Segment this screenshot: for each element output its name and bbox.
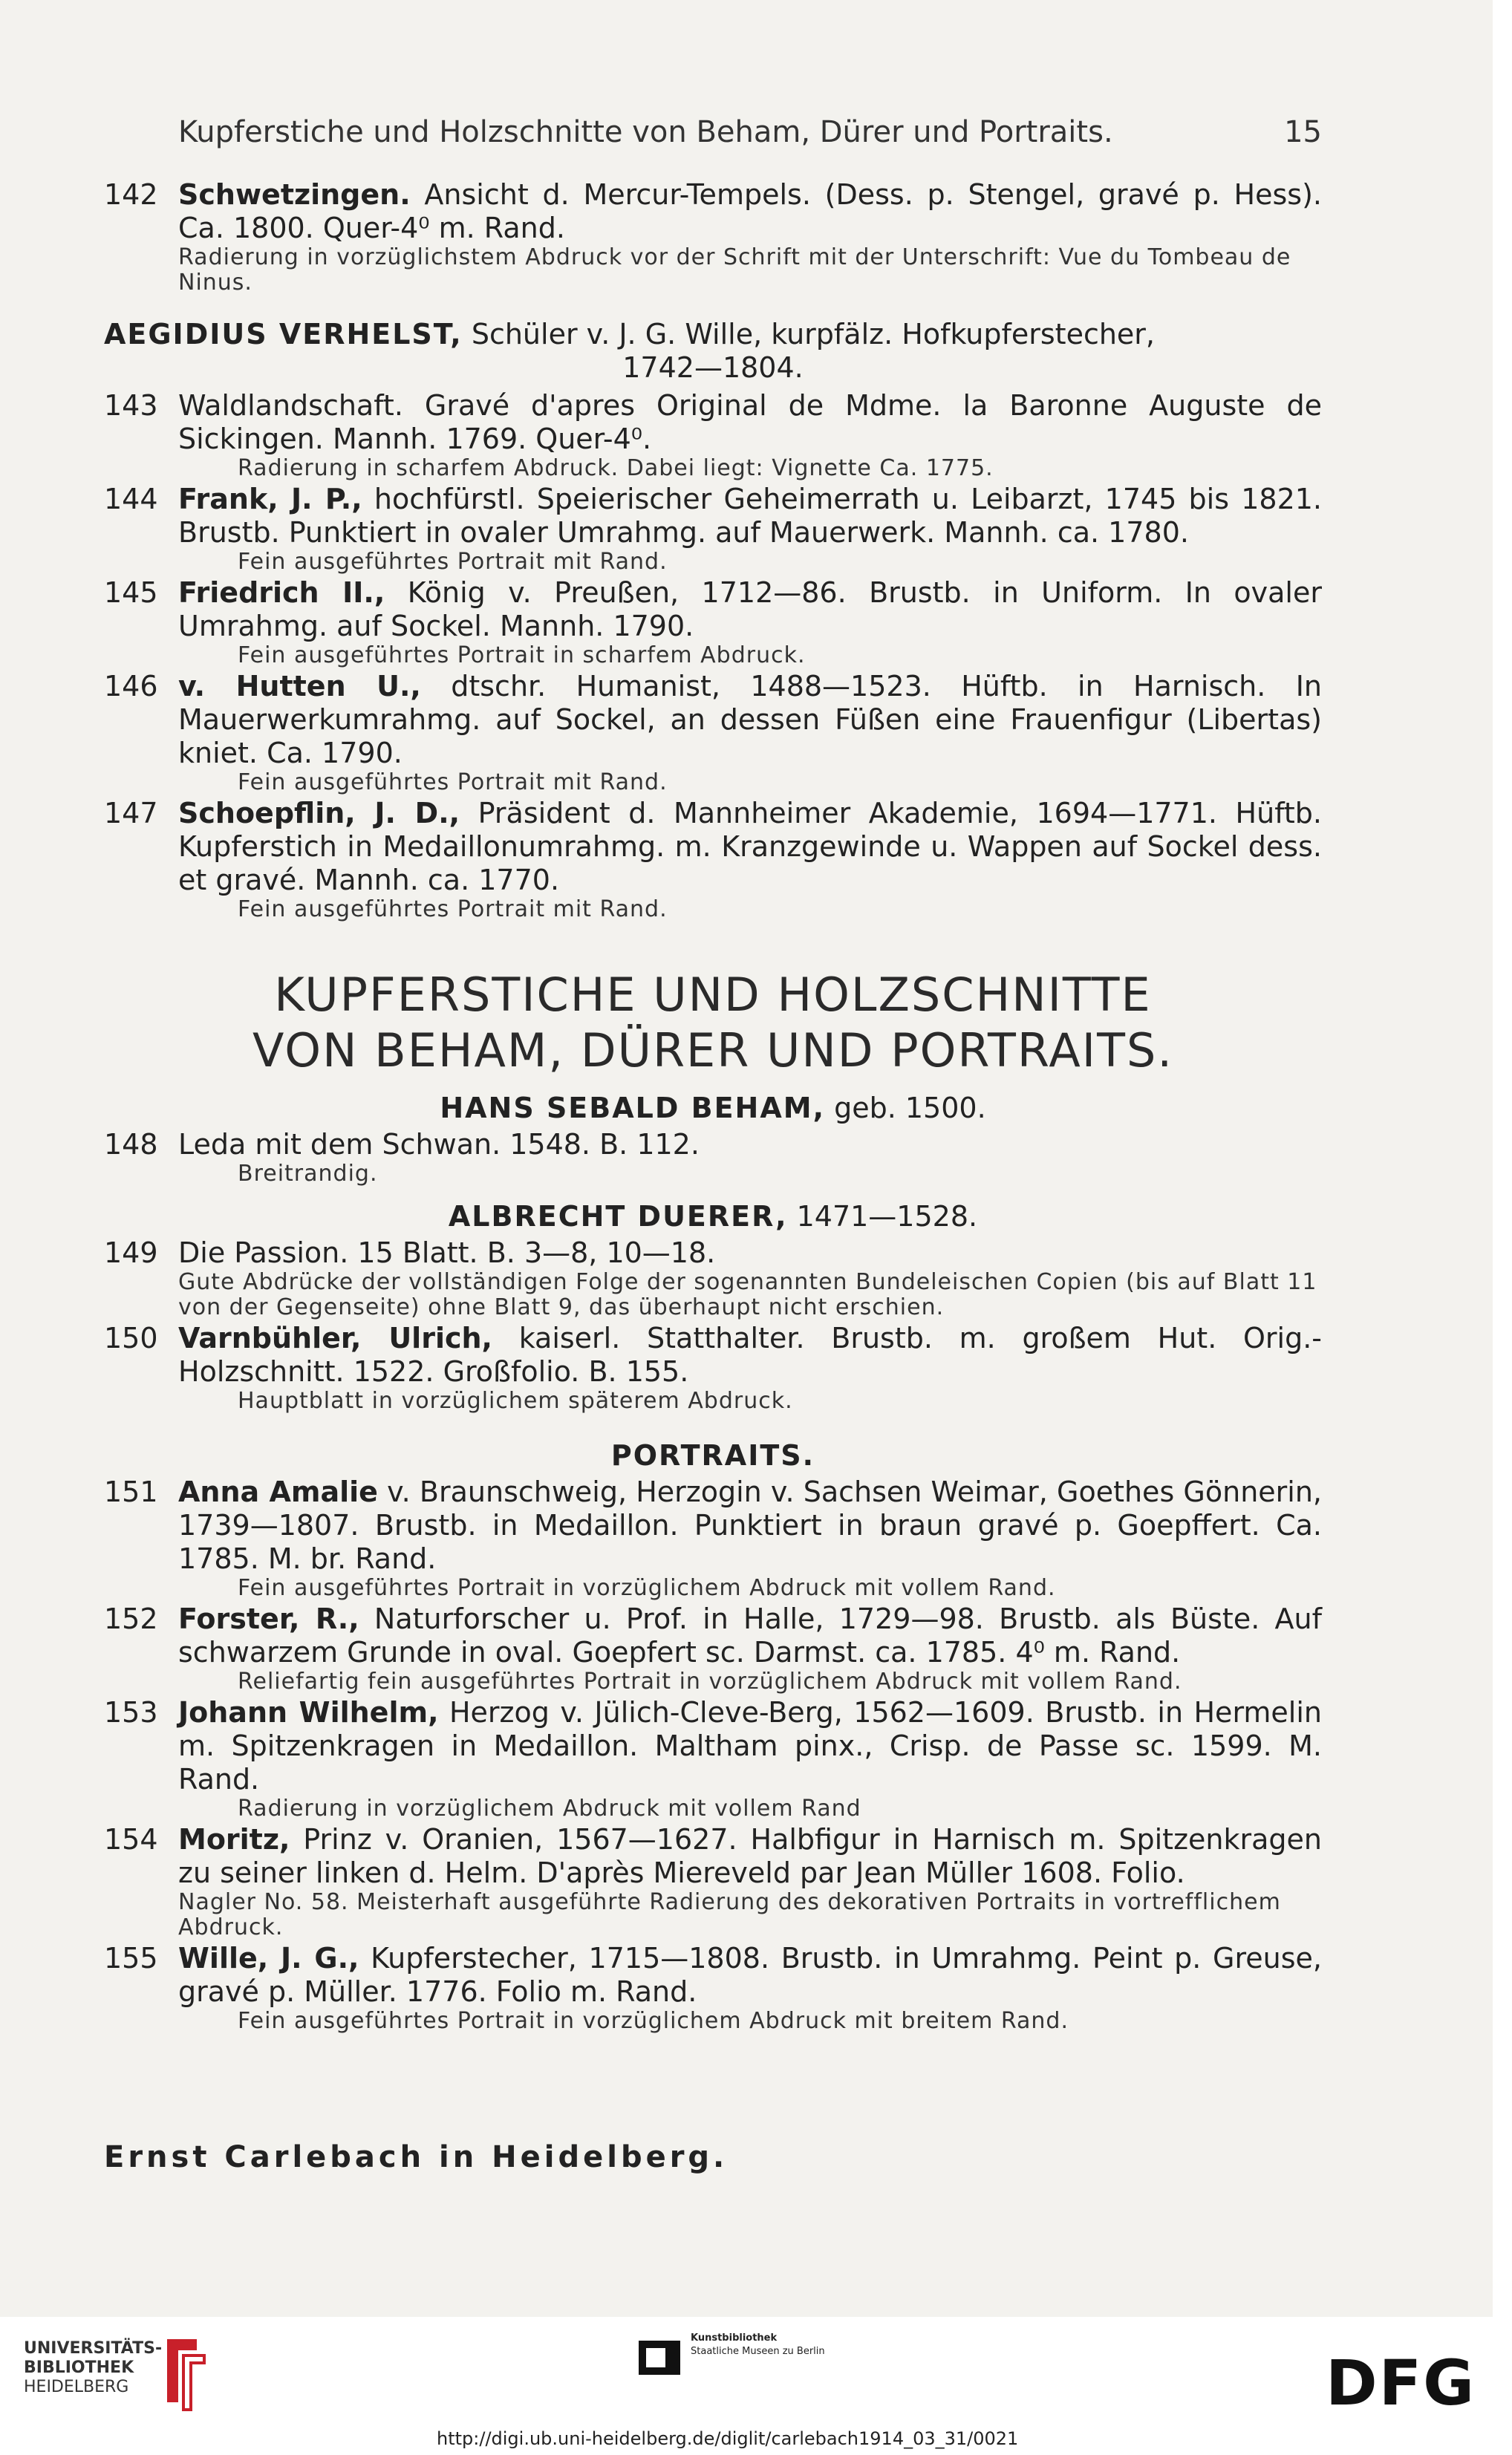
artist-heading-beham (104, 1092, 1322, 1125)
entry-description: König v. Preußen, 1712—86. Brustb. in Uniform. In ovaler Umrahmg. auf Sockel. Mannh. 1790. (178, 576, 1322, 642)
catalog-entry-149 (104, 1236, 1322, 1320)
entry-number: 150 (104, 1322, 158, 1354)
kb-line-2: Staatliche Museen zu Berlin (691, 2346, 825, 2357)
entry-number: 151 (104, 1476, 158, 1508)
catalog-entry-143 (104, 389, 1322, 481)
kunstbibliothek-label (691, 2332, 825, 2358)
entry-description: Kupferstecher, 1715—1808. Brustb. in Umrahmg. Peint p. Greuse, gravé p. Müller. 1776. Folio m. Rand. (178, 1942, 1322, 2008)
catalog-entry-144 (104, 483, 1322, 575)
catalog-entries (104, 178, 1322, 2035)
permalink-url[interactable]: http://digi.ub.uni-heidelberg.de/diglit/carlebach1914_03_31/0021 (437, 2428, 1019, 2449)
ub-line-2: BIBLIOTHEK (24, 2358, 134, 2377)
entry-note: Nagler No. 58. Meisterhaft ausgeführte Radierung des dekorativen Portraits in vortrefflichem Abdruck. (178, 1889, 1281, 1940)
entry-number: 144 (104, 483, 158, 515)
entry-title: Schwetzingen. (178, 178, 411, 211)
entry-description: Waldlandschaft. Gravé d'apres Original de Mdme. la Baronne Auguste de Sickingen. Mannh. 1769. Quer-4⁰. (178, 389, 1322, 455)
entry-note: Fein ausgeführtes Portrait in scharfem Abdruck. (238, 642, 806, 668)
page-number: 15 (1284, 115, 1322, 149)
section-title (104, 967, 1322, 1078)
entry-description: Prinz v. Oranien, 1567—1627. Halbfigur in Harnisch m. Spitzenkragen zu seiner linken d. Helm. D'après Miereveld par Jean Müller 1608. Folio. (178, 1823, 1322, 1889)
catalog-entry-145 (104, 576, 1322, 668)
entry-description: Leda mit dem Schwan. 1548. B. 112. (178, 1128, 700, 1161)
artist-name: ALBRECHT DUERER, (448, 1200, 788, 1233)
entry-number: 148 (104, 1128, 158, 1161)
section-title-line-1: KUPFERSTICHE UND HOLZSCHNITTE (274, 968, 1152, 1022)
entry-description: v. Braunschweig, Herzogin v. Sachsen Weimar, Goethes Gönnerin, 1739—1807. Brustb. in Medaillon. Punktiert in braun gravé p. Goepffert. Ca. 1785. M. br. Rand. (178, 1476, 1322, 1575)
entry-number: 155 (104, 1942, 158, 1975)
catalog-entry-150 (104, 1322, 1322, 1414)
kb-line-1: Kunstbibliothek (691, 2332, 778, 2344)
catalog-entry-147 (104, 797, 1322, 922)
portraits-title: PORTRAITS. (610, 1439, 815, 1472)
entry-number: 154 (104, 1823, 158, 1856)
entry-title: v. Hutten U., (178, 670, 421, 702)
catalog-entry-146 (104, 670, 1322, 795)
entry-title: Frank, J. P., (178, 483, 362, 515)
entry-number: 153 (104, 1696, 158, 1729)
entry-note: Fein ausgeführtes Portrait mit Rand. (238, 896, 668, 922)
artist-description: Schüler v. J. G. Wille, kurpfälz. Hofkupferstecher, (462, 318, 1156, 351)
catalog-entry-153 (104, 1696, 1322, 1822)
entry-title: Schoepflin, J. D., (178, 797, 460, 829)
entry-description: Naturforscher u. Prof. in Halle, 1729—98. Brustb. als Büste. Auf schwarzem Grunde in oval. Goepfert sc. Darmst. ca. 1785. 4⁰ m. Rand. (178, 1603, 1322, 1669)
entry-title: Johann Wilhelm, (178, 1696, 439, 1729)
entry-note: Reliefartig fein ausgeführtes Portrait in vorzüglichem Abdruck mit vollem Rand. (238, 1669, 1182, 1695)
entry-number: 146 (104, 670, 158, 702)
running-title: Kupferstiche und Holzschnitte von Beham, Dürer und Portraits. (178, 115, 1113, 149)
catalog-entry-148 (104, 1128, 1322, 1187)
artist-heading-verhelst (104, 318, 1322, 385)
dfg-logo: DFG (1326, 2347, 1476, 2419)
catalog-entry-151 (104, 1476, 1322, 1601)
entry-note: Breitrandig. (238, 1161, 378, 1187)
artist-dates: 1742—1804. (622, 351, 804, 384)
artist-heading-duerer (104, 1200, 1322, 1233)
entry-title: Varnbühler, Ulrich, (178, 1322, 492, 1354)
entry-note: Radierung in vorzüglichem Abdruck mit vollem Rand (238, 1796, 861, 1822)
catalog-entry-155 (104, 1942, 1322, 2034)
entry-note: Fein ausgeführtes Portrait in vorzüglichem Abdruck mit breitem Rand. (238, 2008, 1069, 2034)
entry-description: dtschr. Humanist, 1488—1523. Hüftb. in Harnisch. In Mauerwerkumrahmg. auf Sockel, an dessen Füßen eine Frauenfigur (Libertas) kniet. Ca. 1790. (178, 670, 1322, 769)
artist-dates: geb. 1500. (825, 1092, 986, 1124)
catalog-entry-154 (104, 1823, 1322, 1940)
entry-note: Fein ausgeführtes Portrait in vorzüglichem Abdruck mit vollem Rand. (238, 1575, 1056, 1601)
artist-name: HANS SEBALD BEHAM, (440, 1092, 826, 1124)
entry-note: Gute Abdrücke der vollständigen Folge der sogenannten Bundeleischen Copien (bis auf Blatt 11 von der Gegenseite) ohne Blatt 9, das überhaupt nicht erschien. (178, 1269, 1317, 1320)
entry-title: Wille, J. G., (178, 1942, 359, 1975)
artist-name: AEGIDIUS VERHELST, (104, 318, 463, 351)
section-heading-portraits (104, 1439, 1322, 1473)
publisher-imprint: Ernst Carlebach in Heidelberg. (104, 2140, 729, 2174)
catalog-entry-142 (104, 178, 1322, 296)
entry-note: Hauptblatt in vorzüglichem späterem Abdruck. (238, 1388, 793, 1414)
ub-line-1: UNIVERSITÄTS- (24, 2339, 163, 2358)
entry-note: Radierung in vorzüglichstem Abdruck vor der Schrift mit der Unterschrift: Vue du Tombeau de Ninus. (178, 244, 1291, 296)
entry-description: Herzog v. Jülich-Cleve-Berg, 1562—1609. Brustb. in Hermelin m. Spitzenkragen in Medaillon. Maltham pinx., Crisp. de Passe sc. 1599. M. Rand. (178, 1696, 1322, 1796)
entry-description: kaiserl. Statthalter. Brustb. m. großem Hut. Orig.-Holzschnitt. 1522. Großfolio. B. 155. (178, 1322, 1322, 1388)
ub-line-3: HEIDELBERG (24, 2378, 129, 2396)
entry-description: hochfürstl. Speierischer Geheimerrath u. Leibarzt, 1745 bis 1821. Brustb. Punktiert in ovaler Umrahmg. auf Mauerwerk. Mannh. ca. 1780. (178, 483, 1323, 549)
entry-note: Fein ausgeführtes Portrait mit Rand. (238, 769, 668, 795)
entry-note: Fein ausgeführtes Portrait mit Rand. (238, 549, 668, 575)
kunstbibliothek-logo-icon (639, 2333, 683, 2378)
entry-description: Ansicht d. Mercur-Tempels. (Dess. p. Stengel, gravé p. Hess). Ca. 1800. Quer-4⁰ m. Rand. (178, 178, 1322, 244)
entry-description: Die Passion. 15 Blatt. B. 3—8, 10—18. (178, 1236, 716, 1269)
ub-heidelberg-wordmark (24, 2339, 162, 2397)
entry-title: Forster, R., (178, 1603, 359, 1635)
catalog-entry-152 (104, 1603, 1322, 1695)
entry-note: Radierung in scharfem Abdruck. Dabei liegt: Vignette Ca. 1775. (238, 455, 994, 481)
artist-dates: 1471—1528. (787, 1200, 978, 1233)
entry-number: 145 (104, 576, 158, 609)
entry-number: 149 (104, 1236, 158, 1269)
running-header (178, 115, 1322, 149)
entry-title: Anna Amalie (178, 1476, 378, 1508)
entry-title: Moritz, (178, 1823, 290, 1856)
entry-description: Präsident d. Mannheimer Akademie, 1694—1771. Hüftb. Kupferstich in Medaillonumrahmg. m. Kranzgewinde u. Wappen auf Sockel dess. et gravé. Mannh. ca. 1770. (178, 797, 1323, 896)
digitization-footer (0, 2317, 1512, 2455)
entry-number: 152 (104, 1603, 158, 1635)
entry-title: Friedrich II., (178, 576, 385, 609)
entry-number: 147 (104, 797, 158, 829)
entry-number: 142 (104, 178, 158, 211)
ub-heidelberg-logo-icon (152, 2332, 212, 2413)
entry-number: 143 (104, 389, 158, 422)
section-title-line-2: VON BEHAM, DÜRER UND PORTRAITS. (252, 1023, 1174, 1077)
